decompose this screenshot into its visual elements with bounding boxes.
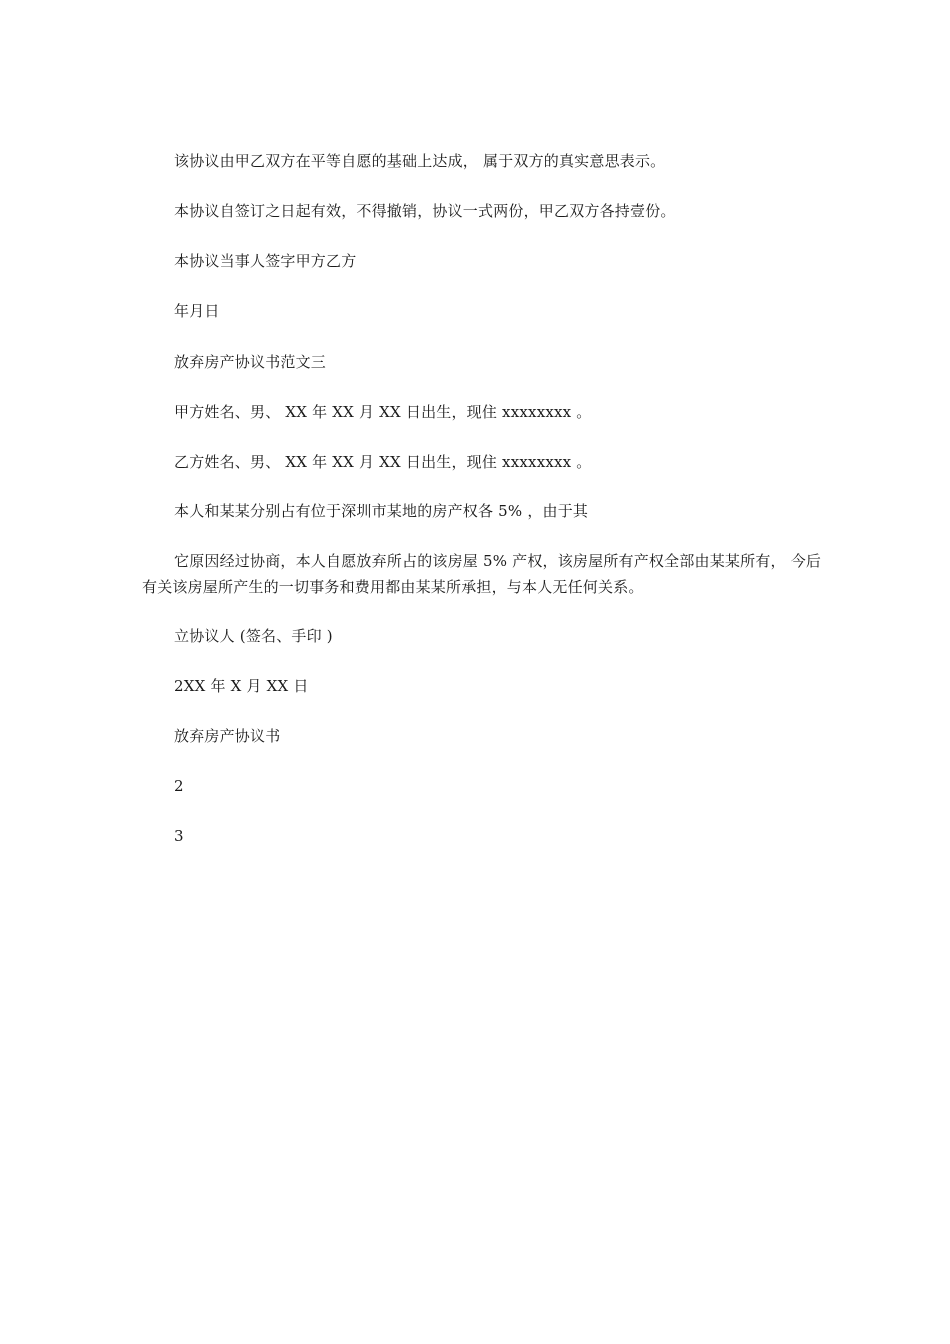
section-title-sample-three: 放弃房产协议书范文三 xyxy=(174,353,327,371)
list-number-3: 3 xyxy=(174,827,184,845)
paragraph-consent-statement: 该协议由甲乙双方在平等自愿的基础上达成， 属于双方的真实意思表示。 xyxy=(174,152,666,170)
paragraph-waiver-terms: 它原因经过协商，本人自愿放弃所占的该房屋 5% 产权，该房屋所有产权全部由某某所有， 今后有关该房屋所产生的一切事务和费用都由某某所承担，与本人无任何关系。 xyxy=(142,552,822,596)
paragraph-signature-parties: 本协议当事人签字甲方乙方 xyxy=(174,252,357,270)
paragraph-signatory: 立协议人 (签名、手印 ) xyxy=(174,627,333,645)
paragraph-date-placeholder: 年月日 xyxy=(174,302,220,320)
paragraph-party-a: 甲方姓名、男、 XX 年 XX 月 XX 日出生，现住 xxxxxxxx 。 xyxy=(174,403,592,421)
paragraph-signing-date: 2XX 年 X 月 XX 日 xyxy=(174,677,309,695)
paragraph-effective-clause: 本协议自签订之日起有效，不得撤销，协议一式两份，甲乙双方各持壹份。 xyxy=(174,202,676,220)
list-number-2: 2 xyxy=(174,777,184,795)
paragraph-property-share: 本人和某某分别占有位于深圳市某地的房产权各 5% ，由于其 xyxy=(174,502,589,520)
section-title-agreement: 放弃房产协议书 xyxy=(174,727,281,745)
paragraph-party-b: 乙方姓名、男、 XX 年 XX 月 XX 日出生，现住 xxxxxxxx 。 xyxy=(174,453,592,471)
